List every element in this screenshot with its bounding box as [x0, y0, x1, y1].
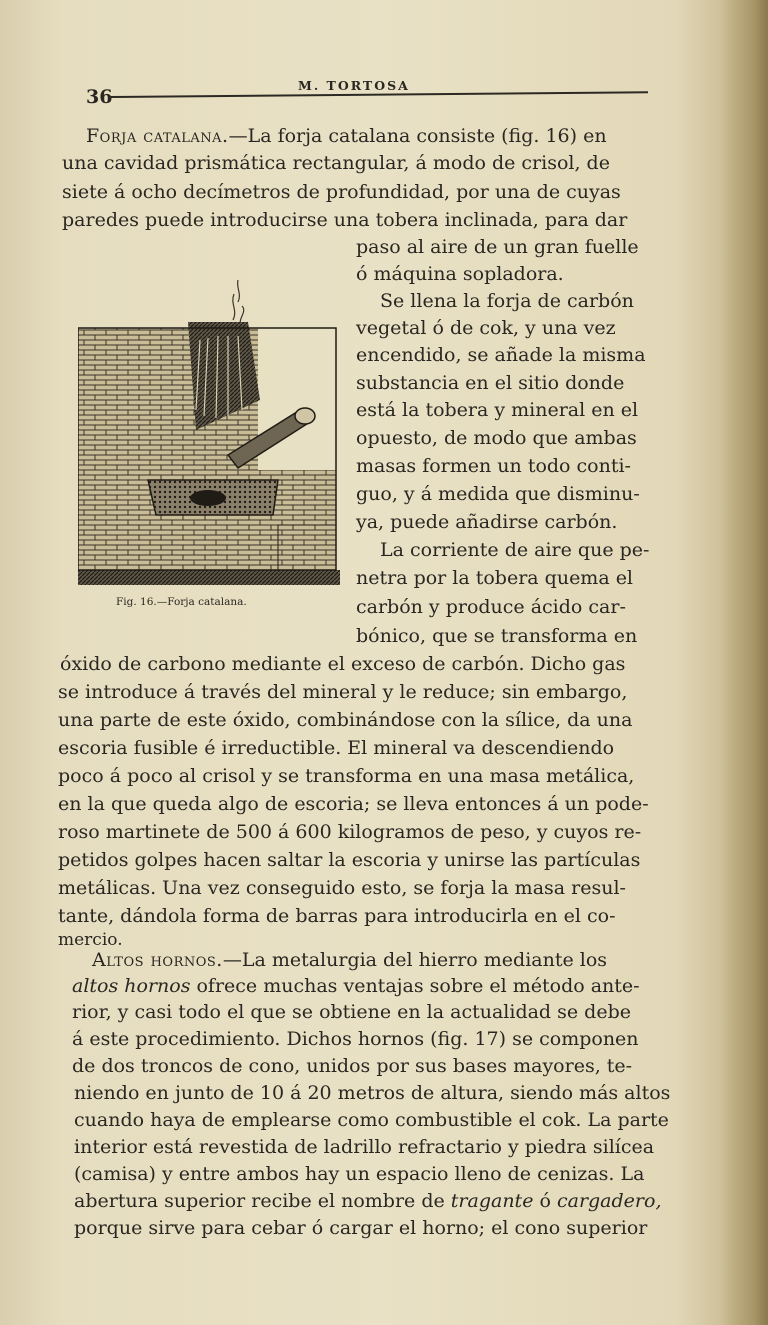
italic-cargadero: cargadero, — [556, 1190, 662, 1212]
section1-line-29: mercio. — [58, 930, 123, 950]
figure-caption: Fig. 16.—Forja catalana. — [116, 596, 247, 608]
section1-line-27: metálicas. Una vez conseguido esto, se forja la masa resul- — [58, 877, 626, 899]
section1-line-20: se introduce á través del mineral y le reduce; sin embargo, — [58, 681, 628, 703]
section1-line-19: óxido de carbono mediante el exceso de carbón. Dicho gas — [60, 653, 626, 675]
section1-line-18: bónico, que se transforma en — [356, 625, 638, 647]
section1-line-10: está la tobera y mineral en el — [356, 399, 639, 421]
section2-line-2: á este procedimiento. Dichos hornos (fig. 17) se componen — [72, 1028, 639, 1050]
section1-line-28: tante, dándola forma de barras para introducirla en el co- — [58, 905, 616, 927]
section1-line-7: vegetal ó de cok, y una vez — [356, 317, 616, 339]
section1-line-21: una parte de este óxido, combinándose con la sílice, da una — [58, 709, 633, 731]
section1-line-6: Se llena la forja de carbón — [380, 290, 634, 312]
section2-first-line — [92, 948, 607, 972]
section2-heading: Altos hornos. — [92, 949, 223, 971]
section1-line-12: masas formen un todo conti- — [356, 455, 631, 477]
page-number: 36 — [86, 86, 113, 108]
section1-line-24: en la que queda algo de escoria; se lleva entonces á un pode- — [58, 793, 649, 815]
section1-line-4: paso al aire de un gran fuelle — [356, 236, 639, 258]
section1-line-0: —La forja catalana consiste (fig. 16) en — [228, 125, 607, 147]
section1-line-16: netra por la tobera quema el — [356, 567, 634, 589]
section1-line-14: ya, puede añadirse carbón. — [356, 511, 618, 533]
section2-line-1: rior, y casi todo el que se obtiene en la actualidad se debe — [72, 1001, 631, 1023]
section2-line-0: altos hornos ofrece muchas ventajas sobre el método ante- — [72, 975, 640, 997]
section1-heading: Forja catalana. — [86, 125, 229, 147]
section1-line-26: petidos golpes hacen saltar la escoria y unirse las partículas — [58, 849, 641, 871]
section2-line-3: de dos troncos de cono, unidos por sus bases mayores, te- — [72, 1055, 633, 1077]
section1-line-13: guo, y á medida que disminu- — [356, 483, 640, 505]
section1-line-11: opuesto, de modo que ambas — [356, 427, 637, 449]
section1-line-9: substancia en el sitio donde — [356, 372, 625, 394]
section2-line-5: cuando haya de emplearse como combustible el cok. La parte — [74, 1109, 669, 1131]
section1-line-3: paredes puede introducirse una tobera inclinada, para dar — [62, 209, 628, 231]
section2-line-6: interior está revestida de ladrillo refractario y piedra silícea — [74, 1136, 655, 1158]
section1-line-15: La corriente de aire que pe- — [380, 539, 650, 561]
ground — [78, 570, 340, 585]
smoke-stroke — [233, 294, 235, 320]
section1-line-23: poco á poco al crisol y se transforma en una masa metálica, — [58, 765, 635, 787]
forja-catalana-illustration — [78, 280, 340, 585]
section2-italic-altos-hornos: altos hornos — [72, 975, 191, 997]
section2-line-7: (camisa) y entre ambos hay un espacio lleno de cenizas. La — [74, 1163, 645, 1185]
section1-line-22: escoria fusible é irreductible. El mineral va descendiendo — [58, 737, 615, 759]
section1-line-1: una cavidad prismática rectangular, á modo de crisol, de — [62, 152, 610, 174]
running-head: M. TORTOSA — [298, 78, 410, 93]
italic-tragante: tragante — [450, 1190, 534, 1212]
side-step — [278, 525, 336, 570]
smoke-stroke — [238, 280, 240, 302]
section2-heading-rest: —La metalurgia del hierro mediante los — [222, 949, 608, 971]
section1-line-8: encendido, se añade la misma — [356, 344, 646, 366]
section1-line-17: carbón y produce ácido car- — [356, 596, 626, 618]
section2-line-4: niendo en junto de 10 á 20 metros de altura, siendo más altos — [74, 1082, 671, 1104]
section1-line-2: siete á ocho decímetros de profundidad, por una de cuyas — [62, 181, 621, 203]
page-edge-shadow — [720, 0, 768, 1325]
section2-line-9: porque sirve para cebar ó cargar el horno; el cono superior — [74, 1217, 648, 1239]
section2-line-8: abertura superior recibe el nombre de tragante ó cargadero, — [74, 1190, 662, 1212]
section1-line-5: ó máquina sopladora. — [356, 263, 564, 285]
section1-first-line — [86, 124, 607, 148]
section1-line-25: roso martinete de 500 á 600 kilogramos de peso, y cuyos re- — [58, 821, 642, 843]
